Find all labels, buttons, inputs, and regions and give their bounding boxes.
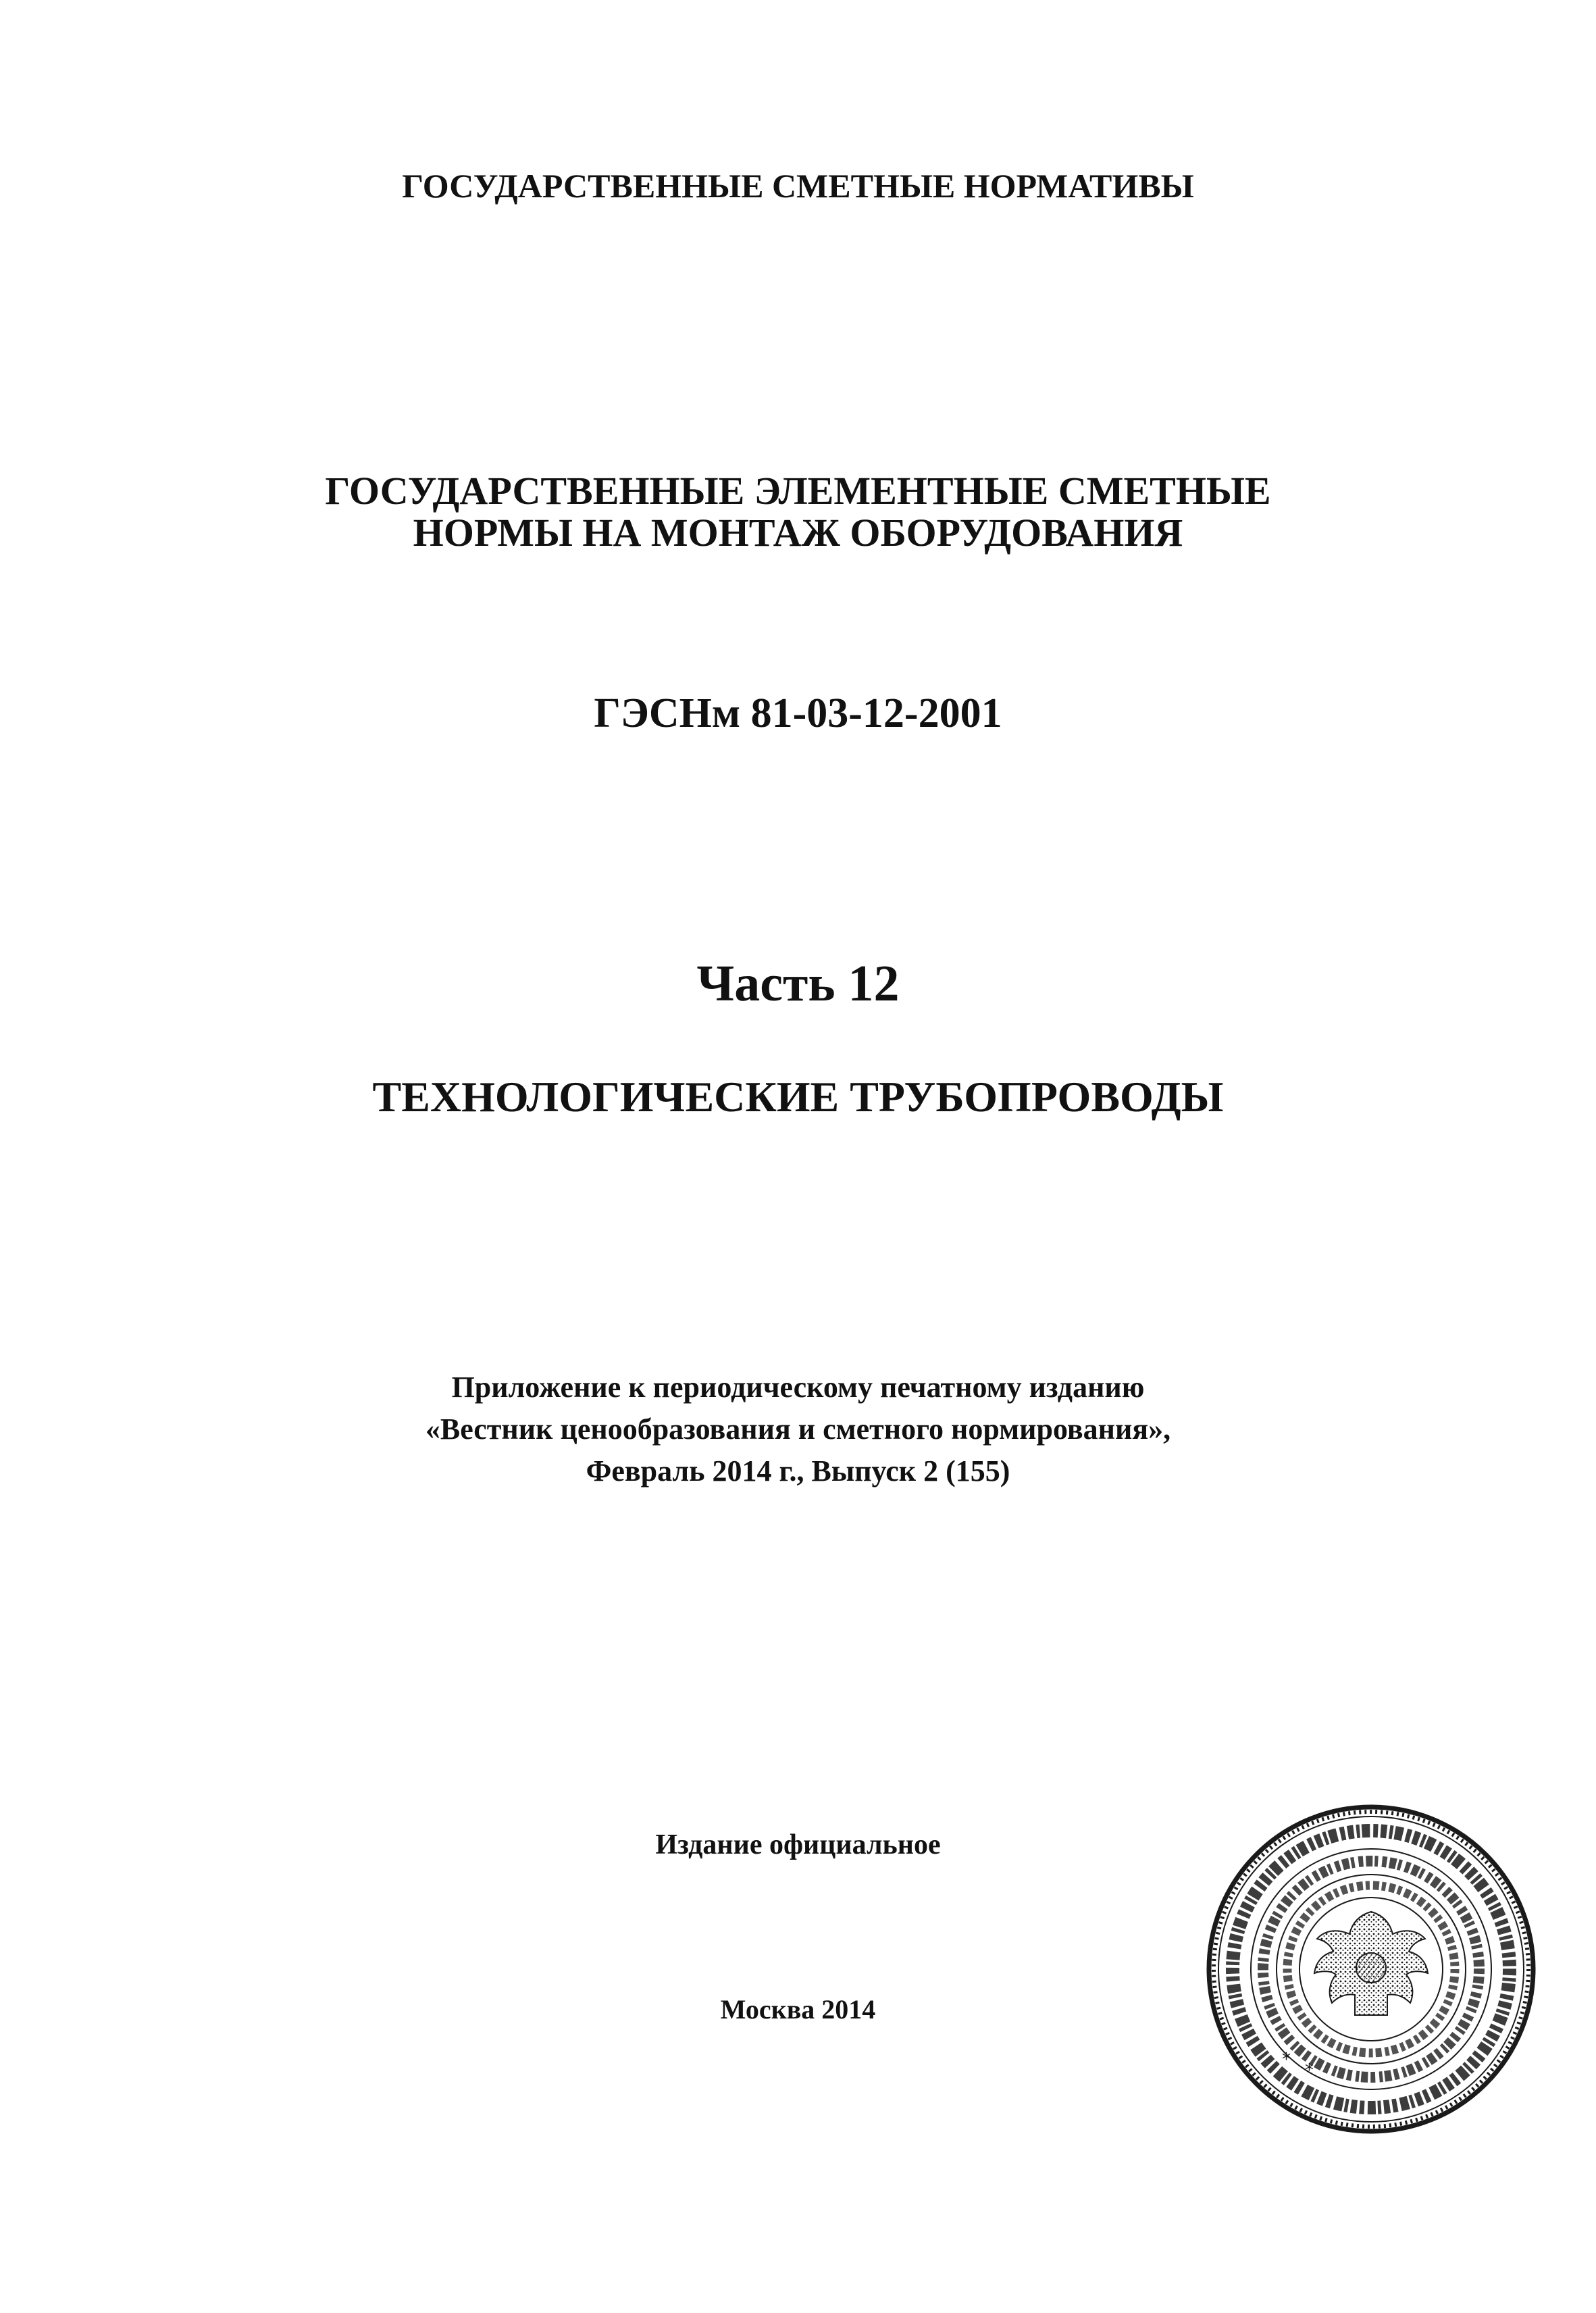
part-subject: ТЕХНОЛОГИЧЕСКИЕ ТРУБОПРОВОДЫ (372, 1073, 1224, 1121)
document-title-line-2: НОРМЫ НА МОНТАЖ ОБОРУДОВАНИЯ (413, 511, 1183, 555)
document-code: ГЭСНм 81-03-12-2001 (594, 690, 1002, 736)
series-heading: ГОСУДАРСТВЕННЫЕ СМЕТНЫЕ НОРМАТИВЫ (402, 167, 1194, 205)
supplement-line-2: «Вестник ценообразования и сметного нормирования», (425, 1413, 1171, 1446)
svg-text:*: * (1282, 2050, 1291, 2070)
publication-place-year: Москва 2014 (720, 1994, 876, 2025)
part-number: Часть 12 (696, 955, 900, 1012)
official-round-stamp-icon (1202, 1800, 1540, 2138)
supplement-line-1: Приложение к периодическому печатному изданию (451, 1371, 1145, 1404)
edition-label: Издание официальное (655, 1829, 941, 1860)
document-title-line-1: ГОСУДАРСТВЕННЫЕ ЭЛЕМЕНТНЫЕ СМЕТНЫЕ (325, 469, 1271, 513)
svg-text:*: * (1305, 2060, 1314, 2081)
supplement-line-3: Февраль 2014 г., Выпуск 2 (155) (586, 1454, 1010, 1488)
